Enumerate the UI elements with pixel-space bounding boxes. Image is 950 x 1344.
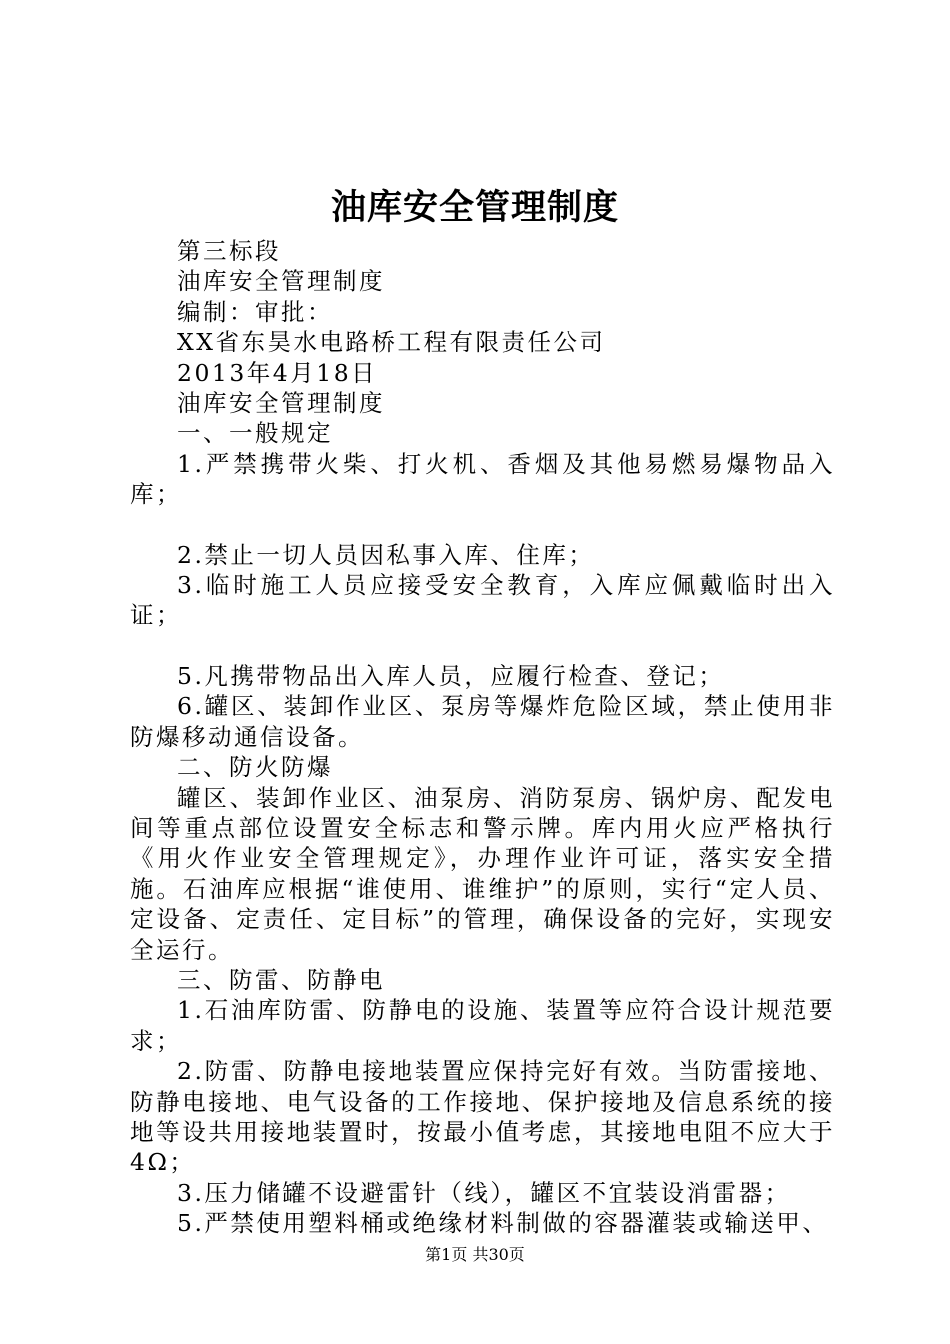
document-title: 油库安全管理制度 bbox=[330, 187, 619, 228]
page-footer: 第1页 共30页 bbox=[425, 1245, 525, 1264]
rule-item: 2.防雷、防静电接地装置应保持完好有效。当防雷接地、防静电接地、电气设备的工作接地、保护接地及信息系统的接地等设共用接地装置时，按最小值考虑，其接地电阻不应大于4Ω； bbox=[130, 1057, 835, 1177]
rule-item: 1.石油库防雷、防静电的设施、装置等应符合设计规范要求； bbox=[130, 996, 835, 1055]
rule-item: 3.临时施工人员应接受安全教育，入库应佩戴临时出入证； bbox=[130, 571, 835, 630]
subtitle: 油库安全管理制度 bbox=[177, 267, 385, 296]
company-name: XX省东昊水电路桥工程有限责任公司 bbox=[177, 328, 606, 357]
rule-item: 3.压力储罐不设避雷针（线），罐区不宜装设消雷器； bbox=[177, 1178, 791, 1207]
rule-item: 5.凡携带物品出入库人员，应履行检查、登记； bbox=[177, 661, 725, 690]
rule-item: 5.严禁使用塑料桶或绝缘材料制做的容器灌装或输送甲、 bbox=[177, 1209, 829, 1238]
document-date: 2013年4月18日 bbox=[177, 358, 378, 387]
body-paragraph: 罐区、装卸作业区、油泵房、消防泵房、锅炉房、配发电间等重点部位设置安全标志和警示牌。库内用火应严格执行《用火作业安全管理规定》，办理作业许可证，落实安全措施。石油库应根据“谁使用、谁维护”的原则，实行“定人员、定设备、定责任、定目标”的管理，确保设备的完好，实现安全运行。 bbox=[130, 783, 835, 964]
section-label: 第三标段 bbox=[177, 237, 281, 265]
rule-item: 2.禁止一切人员因私事入库、住库； bbox=[177, 540, 595, 569]
subtitle-repeat: 油库安全管理制度 bbox=[177, 389, 385, 418]
rule-item: 6.罐区、装卸作业区、泵房等爆炸危险区域，禁止使用非防爆移动通信设备。 bbox=[130, 692, 835, 751]
rule-item: 1.严禁携带火柴、打火机、香烟及其他易燃易爆物品入库； bbox=[130, 449, 835, 509]
author-line: 编制：审批： bbox=[177, 297, 333, 326]
document-body bbox=[130, 236, 835, 1239]
section-heading-general: 一、一般规定 bbox=[177, 419, 333, 448]
section-heading-lightning: 三、防雷、防静电 bbox=[177, 965, 385, 994]
section-heading-fire: 二、防火防爆 bbox=[177, 753, 333, 782]
